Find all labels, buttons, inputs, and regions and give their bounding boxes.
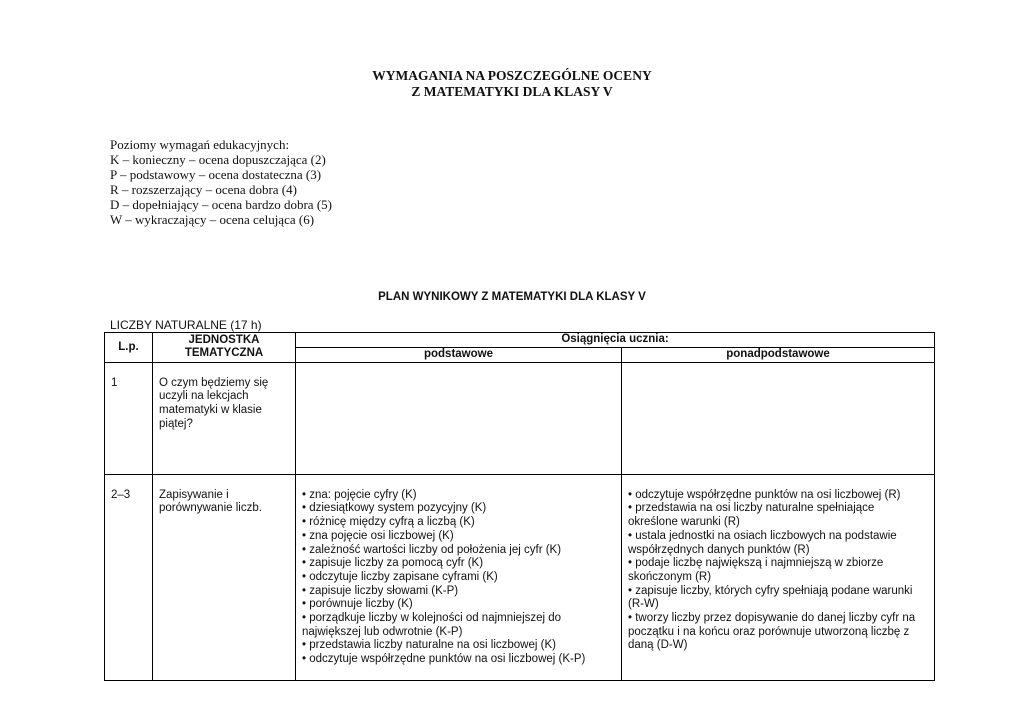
level-item: W – wykraczający – ocena celująca (6) [110, 212, 315, 227]
column-header-unit-line2: TEMATYCZNA [184, 347, 264, 360]
level-item: D – dopełniający – ocena bardzo dobra (5) [110, 197, 332, 212]
column-header-achievements: Osiągnięcia ucznia: [296, 333, 935, 348]
advanced-item: określone warunki (R) [628, 516, 740, 529]
requirement-levels [110, 137, 332, 227]
document-title: WYMAGANIA NA POSZCZEGÓLNE OCENY [372, 68, 652, 83]
row-basic [296, 474, 622, 680]
column-header-unit [153, 333, 296, 363]
advanced-item: daną (D-W) [628, 639, 688, 652]
basic-item: • zależność wartości liczby od położenia jej cyfr (K) [302, 543, 562, 556]
section-title: LICZBY NATURALNE (17 h) [110, 318, 262, 332]
basic-item: • dziesiątkowy system pozycyjny (K) [302, 502, 487, 515]
row-advanced [622, 362, 935, 474]
basic-item: • zna: pojęcie cyfry (K) [302, 488, 417, 501]
basic-item: • porządkuje liczby w kolejności od najmniejszej do [302, 612, 562, 625]
row-lp: 2–3 [105, 474, 153, 680]
unit-line: porównywanie liczb. [159, 502, 262, 515]
basic-item: • zapisuje liczby słowami (K-P) [302, 584, 459, 597]
column-header-advanced: ponadpodstawowe [622, 348, 935, 363]
row-lp: 1 [105, 362, 153, 474]
advanced-item: skończonym (R) [628, 570, 712, 583]
basic-item: • odczytuje liczby zapisane cyframi (K) [302, 570, 498, 583]
unit-line: Zapisywanie i [159, 488, 229, 501]
unit-line: piątej? [159, 417, 193, 430]
table-header-row [105, 333, 935, 348]
level-item: K – konieczny – ocena dopuszczająca (2) [110, 152, 326, 167]
unit-line: O czym będziemy się [159, 376, 269, 389]
advanced-item: • ustala jednostki na osiach liczbowych na podstawie [628, 529, 897, 542]
plan-table [104, 332, 935, 681]
basic-item: • przedstawia liczby naturalne na osi liczbowej (K) [302, 639, 556, 652]
advanced-item: • podaje liczbę największą i najmniejszą w zbiorze [628, 557, 884, 570]
advanced-item: • tworzy liczby przez dopisywanie do danej liczby cyfr na [628, 612, 916, 625]
unit-line: matematyki w klasie [159, 404, 262, 417]
table-row [105, 362, 935, 474]
level-item: R – rozszerzający – ocena dobra (4) [110, 182, 297, 197]
basic-item: • odczytuje współrzędne punktów na osi liczbowej (K-P) [302, 653, 586, 666]
level-item: P – podstawowy – ocena dostateczna (3) [110, 167, 322, 182]
plan-title: PLAN WYNIKOWY Z MATEMATYKI DLA KLASY V [378, 291, 646, 303]
basic-item: • różnicę między cyfrą a liczbą (K) [302, 516, 475, 529]
row-basic [296, 362, 622, 474]
row-unit [153, 474, 296, 680]
advanced-item: współrzędnych danych punktów (R) [628, 543, 810, 556]
levels-heading: Poziomy wymagań edukacyjnych: [110, 137, 290, 152]
advanced-item: • odczytuje współrzędne punktów na osi liczbowej (R) [628, 488, 901, 501]
advanced-item: • zapisuje liczby, których cyfry spełniają podane warunki [628, 584, 913, 597]
basic-item: największej lub odwrotnie (K-P) [302, 625, 463, 638]
advanced-item: (R-W) [628, 598, 659, 611]
column-header-unit-line1: JEDNOSTKA [188, 334, 260, 347]
basic-item: • zapisuje liczby za pomocą cyfr (K) [302, 557, 484, 570]
advanced-item: początku i na końcu oraz porównuje utworzoną liczbę z [628, 625, 910, 638]
advanced-item: • przedstawia na osi liczby naturalne spełniające [628, 502, 875, 515]
basic-item: • zna pojęcie osi liczbowej (K) [302, 529, 454, 542]
row-advanced [622, 474, 935, 680]
document-subtitle: Z MATEMATYKI DLA KLASY V [411, 84, 613, 99]
unit-line: uczyli na lekcjach [159, 390, 249, 403]
column-header-lp: L.p. [105, 333, 153, 363]
basic-item: • porównuje liczby (K) [302, 598, 413, 611]
table-row [105, 474, 935, 680]
row-unit [153, 362, 296, 474]
column-header-basic: podstawowe [296, 348, 622, 363]
